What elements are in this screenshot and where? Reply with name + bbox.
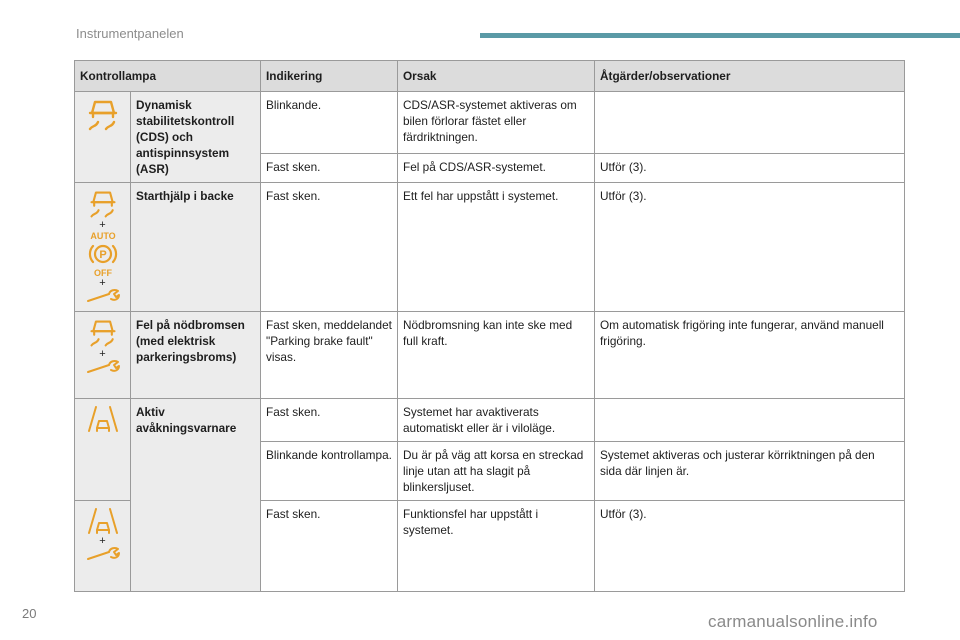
table-row [75, 312, 905, 399]
lamp-icon-cell [75, 183, 131, 312]
lamp-icon-cell [75, 399, 131, 501]
cause-cell: Nödbromsning kan inte ske med full kraft. [398, 312, 595, 399]
action-cell: Utför (3). [595, 183, 905, 312]
indication-cell: Blinkande. [261, 92, 398, 154]
cause-cell: Funktionsfel har uppstått i systemet. [398, 501, 595, 592]
lamp-icon-cell [75, 501, 131, 592]
plus-sign: + [99, 219, 106, 231]
wrench-icon [85, 359, 121, 375]
cause-cell: CDS/ASR-systemet aktiveras om bilen förlorar fästet eller färdriktningen. [398, 92, 595, 154]
lamp-name: Aktiv avåkningsvarnare [131, 399, 261, 592]
action-cell [595, 92, 905, 154]
table-header-row [75, 61, 905, 92]
warning-lamp-table [74, 60, 905, 592]
lamp-icon-cell [75, 92, 131, 183]
column-header-action: Åtgärder/observationer [595, 61, 905, 92]
plus-sign: + [99, 277, 106, 289]
indication-cell: Blinkande kontrollampa. [261, 442, 398, 501]
skid-control-icon [88, 188, 118, 220]
p-label: P [98, 249, 107, 261]
column-header-indication: Indikering [261, 61, 398, 92]
cause-cell: Du är på väg att korsa en streckad linje utan att ha slagit på blinkersljuset. [398, 442, 595, 501]
plus-sign: + [99, 348, 106, 360]
wrench-icon [85, 546, 121, 562]
skid-control-icon [88, 317, 118, 349]
page-number: 20 [22, 606, 37, 621]
indication-cell: Fast sken. [261, 399, 398, 442]
indication-cell: Fast sken. [261, 154, 398, 183]
cause-cell: Ett fel har uppstått i systemet. [398, 183, 595, 312]
lamp-name: Fel på nödbromsen (med elektrisk parkeringsbroms) [131, 312, 261, 399]
indication-cell: Fast sken, meddelandet "Parking brake fault" visas. [261, 312, 398, 399]
column-header-lamp: Kontrollampa [75, 61, 261, 92]
action-cell [595, 399, 905, 442]
table-row [75, 399, 905, 442]
watermark: carmanualsonline.info [708, 612, 878, 631]
cause-cell: Systemet har avaktiverats automatiskt eller är i viloläge. [398, 399, 595, 442]
skid-control-icon [86, 97, 120, 133]
column-header-cause: Orsak [398, 61, 595, 92]
action-cell: Utför (3). [595, 154, 905, 183]
table-row [75, 92, 905, 154]
table-row [75, 183, 905, 312]
auto-parking-brake-icon [85, 230, 121, 278]
lamp-icon-cell [75, 312, 131, 399]
action-cell: Om automatisk frigöring inte fungerar, använd manuell frigöring. [595, 312, 905, 399]
action-cell: Utför (3). [595, 501, 905, 592]
action-cell: Systemet aktiveras och justerar körriktningen på den sida där linjen är. [595, 442, 905, 501]
wrench-icon [85, 288, 121, 304]
plus-sign: + [99, 535, 106, 547]
off-label: OFF [93, 268, 112, 278]
section-title: Instrumentpanelen [76, 26, 184, 41]
cause-cell: Fel på CDS/ASR-systemet. [398, 154, 595, 183]
indication-cell: Fast sken. [261, 183, 398, 312]
lamp-name: Starthjälp i backe [131, 183, 261, 312]
header-accent-bar [480, 33, 960, 38]
indication-cell: Fast sken. [261, 501, 398, 592]
lamp-name: Dynamisk stabilitetskontroll (CDS) och antispinnsystem (ASR) [131, 92, 261, 183]
lane-departure-icon [87, 506, 119, 536]
auto-label: AUTO [89, 231, 116, 241]
lane-departure-icon [87, 404, 119, 434]
